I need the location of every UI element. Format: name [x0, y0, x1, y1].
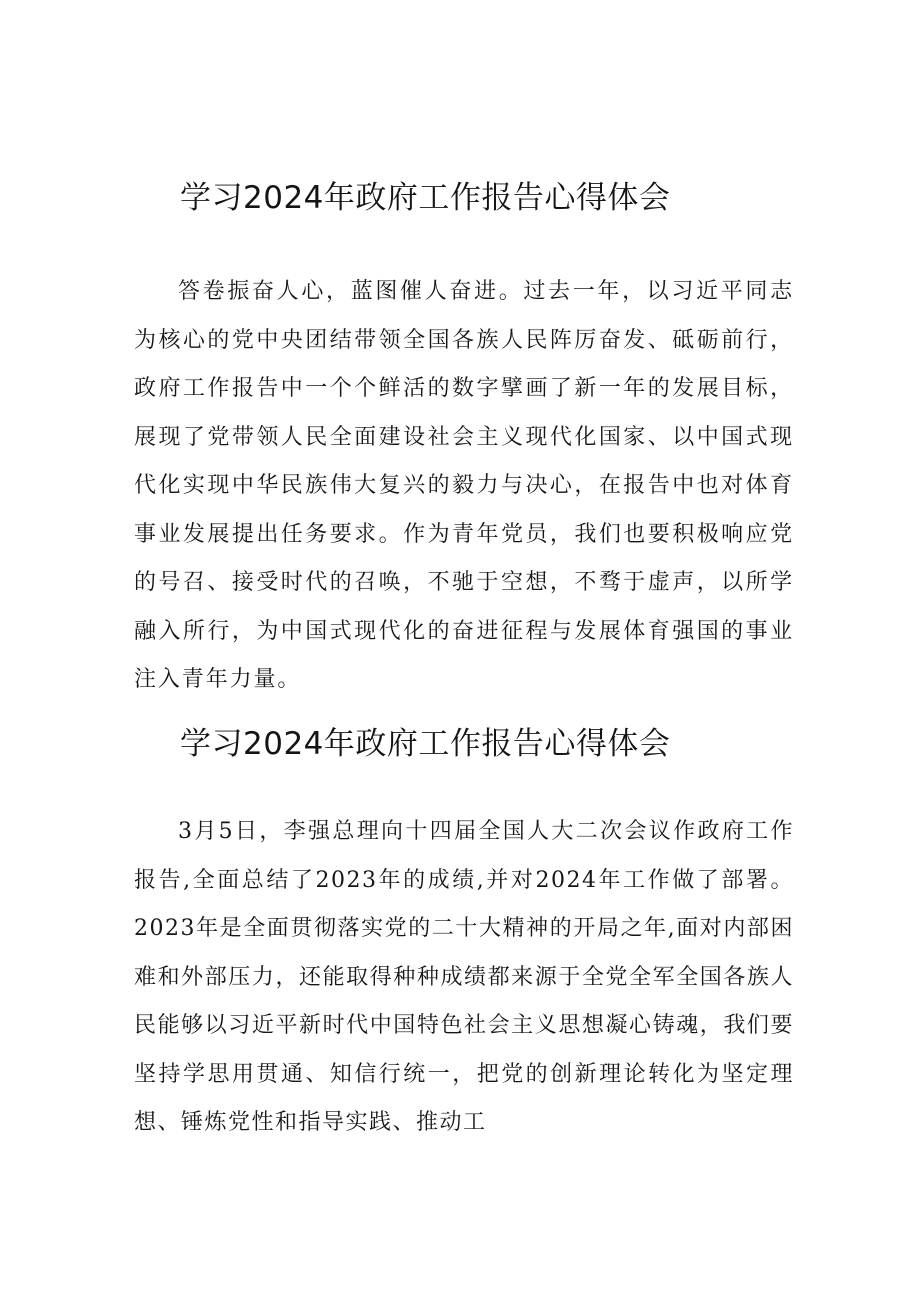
- section-2-body: 3月5日，李强总理向十四届全国人大二次会议作政府工作报告,全面总结了2023年的成绩,并对2024年工作做了部署。2023年是全面贯彻落实党的二十大精神的开局之年,面对内部困难和外部压力，还能取得种种成绩都来源于全党全军全国各族人民能够以习近平新时代中国特色社会主义思想凝心铸魂，我们要坚持学思用贯通、知信行统一，把党的创新理论转化为坚定理想、锤炼党性和指导实践、推动工: [134, 819, 794, 1135]
- section-2-title: 学习2024年政府工作报告心得体会: [180, 726, 671, 762]
- section-1-body: 答卷振奋人心，蓝图催人奋进。过去一年，以习近平同志为核心的党中央团结带领全国各族人民阵厉奋发、砥砺前行，政府工作报告中一个个鲜活的数字擘画了新一年的发展目标，展现了党带领人民全面建设社会主义现代化国家、以中国式现代化实现中华民族伟大复兴的毅力与决心，在报告中也对体育事业发展提出任务要求。作为青年党员，我们也要积极响应党的号召、接受时代的召唤，不驰于空想，不骛于虚声，以所学融入所行，为中国式现代化的奋进征程与发展体育强国的事业注入青年力量。: [134, 279, 794, 692]
- section-1-title: 学习2024年政府工作报告心得体会: [180, 180, 671, 216]
